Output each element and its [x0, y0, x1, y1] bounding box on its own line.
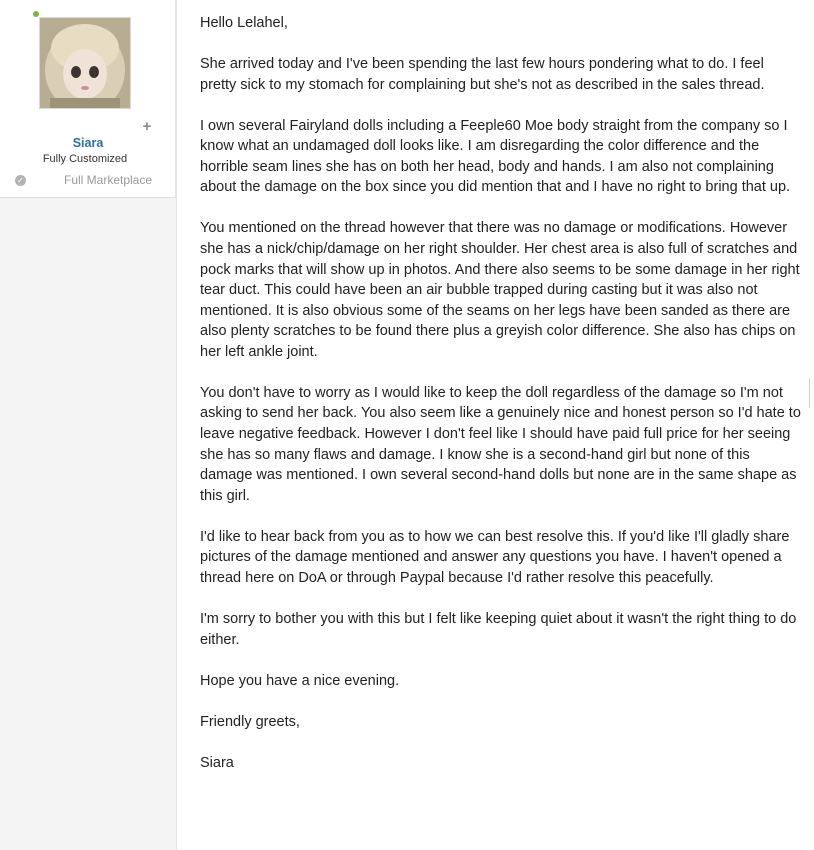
author-rank: Fully Customized — [42, 153, 128, 165]
message-paragraph: I'd like to hear back from you as to how we can best resolve this. If you'd like I'll gladly share pictures of the damage mentioned and answer any questions you have. I haven't opened a thread here on DoA or through Paypal because I'd rather resolve this peacefully. — [200, 528, 790, 587]
message-paragraph: You mentioned on the thread however that there was no damage or modifications. However she has a nick/chip/damage on her right shoulder. Her chest area is also full of scratches and pock marks that will show up in photos. And there also seems to be some damage in her right tear duct. This could have been an air bubble trapped during casting but it was also not mentioned. It is also obvious some of the seams on her legs have been sanded as there are also plenty scratches to be found there plus a greyish color difference. She also has chips on her left ankle joint. — [200, 220, 800, 360]
check-circle-icon: ✓ — [15, 175, 26, 186]
author-profile-card — [0, 0, 176, 198]
marketplace-label: Full Marketplace — [64, 173, 153, 187]
message-paragraph: Siara — [200, 754, 234, 771]
author-sidebar — [0, 0, 177, 850]
message-paragraph: She arrived today and I've been spending the last few hours pondering what to do. I feel pretty sick to my stomach for complaining but she's not as described in the sales thread. — [200, 55, 765, 93]
avatar-image — [40, 18, 130, 108]
message-paragraph: Hope you have a nice evening. — [200, 672, 400, 689]
author-username[interactable]: Siara — [72, 136, 104, 150]
marketplace-status — [15, 173, 165, 189]
message-paragraph: I own several Fairyland dolls including a Feeple60 Moe body straight from the company so I know what an undamaged doll looks like. I am disregarding the color difference and the horrible seam lines she has on both her head, body and hands. I am also not complaining about the damage on the box since you did mention that and I have no right to bring that up. — [200, 117, 791, 196]
message-paragraph: I'm sorry to bother you with this but I felt like keeping quiet about it wasn't the right thing to do either. — [200, 611, 797, 648]
message-paragraph: Friendly greets, — [200, 713, 300, 730]
avatar[interactable] — [39, 17, 131, 109]
scrollbar-edge[interactable] — [809, 378, 814, 408]
follow-plus-icon[interactable]: + — [142, 118, 152, 135]
post-message-body — [200, 13, 804, 794]
message-paragraph: Hello Lelahel, — [200, 15, 288, 31]
message-paragraph: You don't have to worry as I would like to keep the doll regardless of the damage so I'm not asking to send her back. You also seem like a genuinely nice and honest person so I'd hate to leave negative feedback. However I don't feel like I should have paid full price for her seeing she has so many flaws and damage. I know she is a second-hand girl but none of this damage was mentioned. I own several second-hand dolls but none are in the same shape as this girl. — [200, 384, 801, 504]
